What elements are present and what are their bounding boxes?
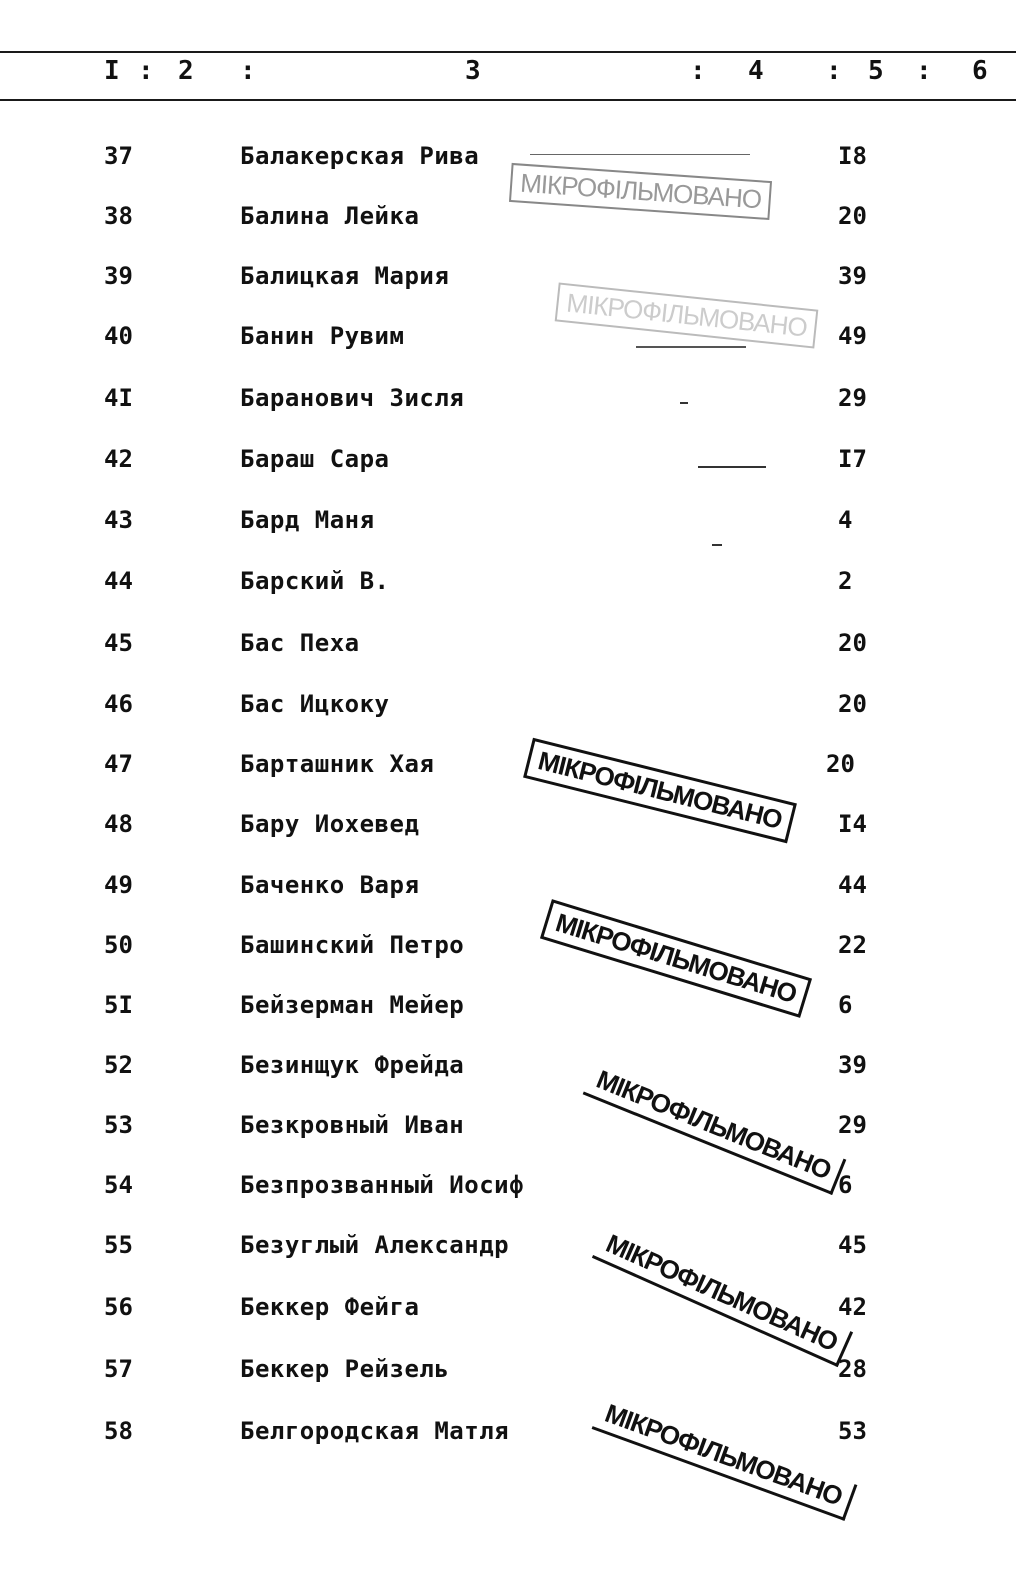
table-row xyxy=(0,1293,1016,1333)
scan-speck xyxy=(530,154,750,155)
person-name: Безуглый Александр xyxy=(240,1231,510,1259)
person-name: Бард Маня xyxy=(240,506,375,534)
row-value: 45 xyxy=(838,1231,867,1259)
row-number: 43 xyxy=(104,506,133,534)
scan-speck xyxy=(680,402,688,404)
row-number: 46 xyxy=(104,690,133,718)
person-name: Башинский Петро xyxy=(240,931,465,959)
table-row xyxy=(0,262,1016,302)
row-value: 39 xyxy=(838,1051,867,1079)
header-col-3: 3 xyxy=(465,56,482,86)
microfilmed-stamp: МІКРОФІЛЬМОВАНО xyxy=(592,1393,858,1521)
person-name: Барташник Хая xyxy=(240,750,435,778)
row-value: 20 xyxy=(838,202,867,230)
table-row xyxy=(0,506,1016,546)
row-value: 49 xyxy=(838,322,867,350)
table-row xyxy=(0,690,1016,730)
person-name: Беккер Фейга xyxy=(240,1293,420,1321)
header-separator: : xyxy=(138,56,155,86)
person-name: Безпрозванный Иосиф xyxy=(240,1171,525,1199)
row-number: 38 xyxy=(104,202,133,230)
row-value: I7 xyxy=(838,445,867,473)
row-value: 42 xyxy=(838,1293,867,1321)
person-name: Балина Лейка xyxy=(240,202,420,230)
row-value: 44 xyxy=(838,871,867,899)
table-row xyxy=(0,1051,1016,1091)
table-row xyxy=(0,1417,1016,1457)
table-row xyxy=(0,322,1016,362)
table-row xyxy=(0,931,1016,971)
header-col-5: 5 xyxy=(868,56,885,86)
row-number: 52 xyxy=(104,1051,133,1079)
person-name: Безкровный Иван xyxy=(240,1111,465,1139)
person-name: Бас Пеха xyxy=(240,629,360,657)
row-number: 40 xyxy=(104,322,133,350)
scan-speck xyxy=(698,466,766,468)
table-row xyxy=(0,750,1016,790)
row-value: 29 xyxy=(838,384,867,412)
header-col-2: 2 xyxy=(178,56,195,86)
microfilmed-stamp: МІКРОФІЛЬМОВАНО xyxy=(592,1223,853,1367)
table-row xyxy=(0,810,1016,850)
header-top-rule xyxy=(0,51,1016,53)
row-value: 53 xyxy=(838,1417,867,1445)
row-value: 39 xyxy=(838,262,867,290)
row-number: 49 xyxy=(104,871,133,899)
table-row xyxy=(0,629,1016,669)
person-name: Безинщук Фрейда xyxy=(240,1051,465,1079)
row-number: 56 xyxy=(104,1293,133,1321)
person-name: Баранович Зисля xyxy=(240,384,465,412)
row-number: 44 xyxy=(104,567,133,595)
row-value: 28 xyxy=(838,1355,867,1383)
row-number: 42 xyxy=(104,445,133,473)
row-number: 58 xyxy=(104,1417,133,1445)
row-value: 4 xyxy=(838,506,853,534)
row-value: 20 xyxy=(826,750,855,778)
row-number: 50 xyxy=(104,931,133,959)
row-value: 20 xyxy=(838,629,867,657)
row-number: 48 xyxy=(104,810,133,838)
row-value: 20 xyxy=(838,690,867,718)
row-number: 37 xyxy=(104,142,133,170)
person-name: Белгородская Матля xyxy=(240,1417,510,1445)
header-separator: : xyxy=(826,56,843,86)
table-row xyxy=(0,1231,1016,1271)
person-name: Беккер Рейзель xyxy=(240,1355,450,1383)
row-value: I4 xyxy=(838,810,867,838)
person-name: Бейзерман Мейер xyxy=(240,991,465,1019)
row-number: 5I xyxy=(104,991,133,1019)
table-row xyxy=(0,202,1016,242)
header-col-4: 4 xyxy=(748,56,765,86)
header-separator: : xyxy=(240,56,257,86)
person-name: Банин Рувим xyxy=(240,322,405,350)
header-separator: : xyxy=(690,56,707,86)
person-name: Балакерская Рива xyxy=(240,142,480,170)
microfilmed-stamp: МІКРОФІЛЬМОВАНО xyxy=(523,738,797,844)
table-row xyxy=(0,384,1016,424)
person-name: Бару Иохевед xyxy=(240,810,420,838)
table-row xyxy=(0,991,1016,1031)
person-name: Барский В. xyxy=(240,567,390,595)
row-number: 57 xyxy=(104,1355,133,1383)
row-number: 47 xyxy=(104,750,133,778)
header-separator: : xyxy=(916,56,933,86)
row-number: 54 xyxy=(104,1171,133,1199)
row-number: 39 xyxy=(104,262,133,290)
table-row xyxy=(0,445,1016,485)
header-col-1: I xyxy=(104,56,121,86)
microfilmed-stamp: МІКРОФІЛЬМОВАНО xyxy=(555,282,819,348)
row-number: 4I xyxy=(104,384,133,412)
scan-speck xyxy=(636,346,746,348)
table-row xyxy=(0,871,1016,911)
header-col-6: 6 xyxy=(972,56,989,86)
person-name: Бараш Сара xyxy=(240,445,390,473)
person-name: Баченко Варя xyxy=(240,871,420,899)
row-value: I8 xyxy=(838,142,867,170)
row-number: 45 xyxy=(104,629,133,657)
header-bottom-rule xyxy=(0,99,1016,101)
microfilmed-stamp: МІКРОФІЛЬМОВАНО xyxy=(540,899,812,1018)
microfilmed-stamp: МІКРОФІЛЬМОВАНО xyxy=(509,163,772,220)
row-value: 29 xyxy=(838,1111,867,1139)
row-value: 22 xyxy=(838,931,867,959)
table-row xyxy=(0,1355,1016,1395)
scan-speck xyxy=(712,544,722,546)
person-name: Балицкая Мария xyxy=(240,262,450,290)
person-name: Бас Ицкоку xyxy=(240,690,390,718)
row-number: 55 xyxy=(104,1231,133,1259)
microfilmed-stamp: МІКРОФІЛЬМОВАНО xyxy=(583,1059,846,1195)
table-row xyxy=(0,1111,1016,1151)
row-number: 53 xyxy=(104,1111,133,1139)
row-value: 2 xyxy=(838,567,853,595)
table-row xyxy=(0,567,1016,607)
row-value: 6 xyxy=(838,1171,853,1199)
row-value: 6 xyxy=(838,991,853,1019)
table-row xyxy=(0,142,1016,182)
table-row xyxy=(0,1171,1016,1211)
